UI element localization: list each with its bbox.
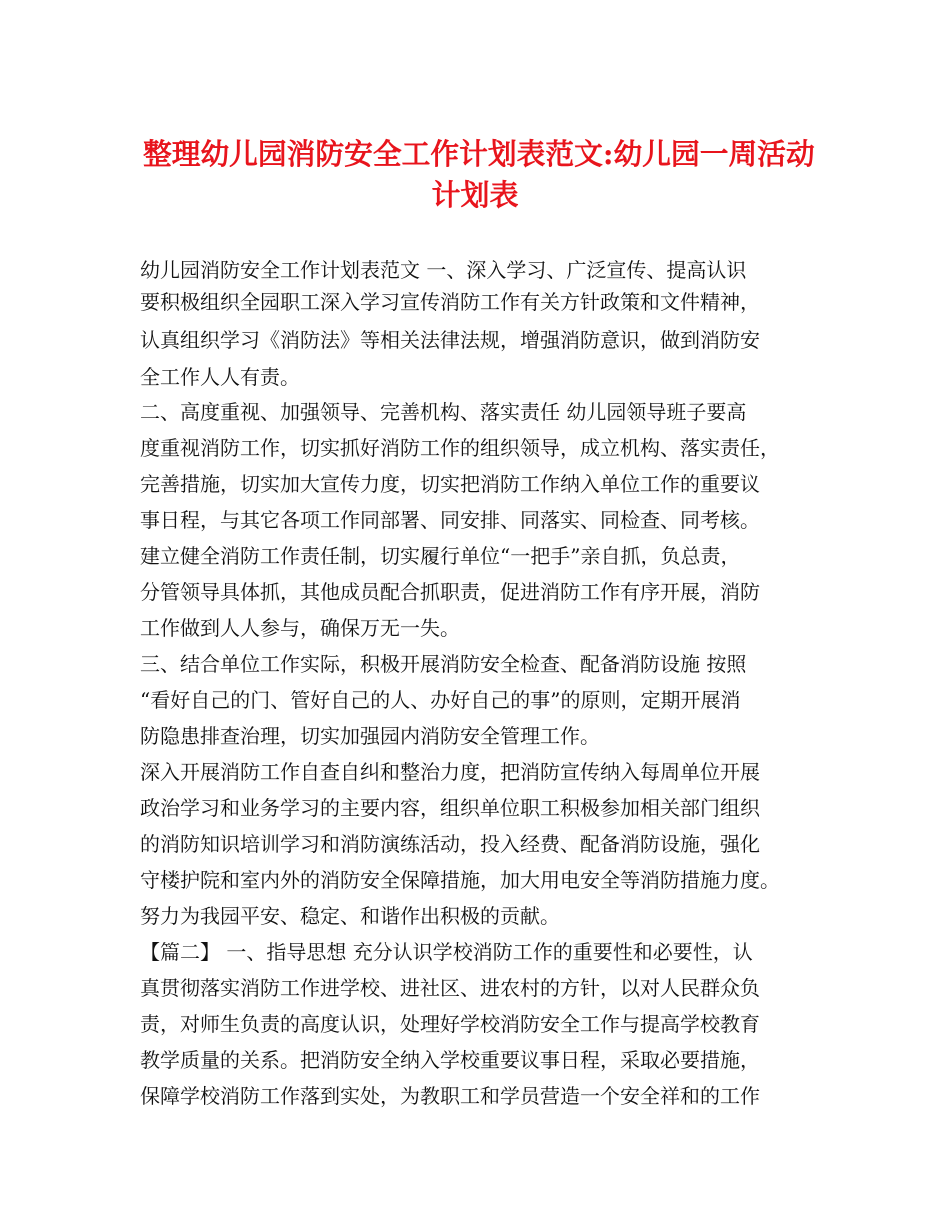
body-line: 责，对师生负责的高度认识，处理好学校消防安全工作与提高学校教育 bbox=[140, 1012, 760, 1036]
body-line: 真贯彻落实消防工作进学校、进社区、进农村的方针，以对人民群众负 bbox=[140, 976, 760, 1000]
body-line: 保障学校消防工作落到实处，为教职工和学员营造一个安全祥和的工作 bbox=[140, 1084, 760, 1108]
body-line: 认真组织学习《消防法》等相关法律法规，增强消防意识，做到消防安 bbox=[140, 328, 760, 352]
body-line: 【篇二】 一、指导思想 充分认识学校消防工作的重要性和必要性，认 bbox=[140, 940, 753, 964]
body-line: 完善措施，切实加大宣传力度，切实把消防工作纳入单位工作的重要议 bbox=[140, 472, 760, 496]
body-line: 防隐患排查治理，切实加强园内消防安全管理工作。 bbox=[140, 724, 600, 748]
body-line: 深入开展消防工作自查自纠和整治力度，把消防宣传纳入每周单位开展 bbox=[140, 760, 760, 784]
body-line: 度重视消防工作，切实抓好消防工作的组织领导，成立机构、落实责任， bbox=[140, 436, 780, 460]
body-line: 事日程，与其它各项工作同部署、同安排、同落实、同检查、同考核。 bbox=[140, 508, 760, 532]
body-line: 幼儿园消防安全工作计划表范文 一、深入学习、广泛宣传、提高认识 bbox=[140, 258, 747, 282]
body-line: 政治学习和业务学习的主要内容，组织单位职工积极参加相关部门组织 bbox=[140, 796, 760, 820]
body-line: 三、结合单位工作实际，积极开展消防安全检查、配备消防设施 按照 bbox=[140, 652, 747, 676]
body-line: 二、高度重视、加强领导、完善机构、落实责任 幼儿园领导班子要高 bbox=[140, 400, 747, 424]
body-line: 努力为我园平安、稳定、和谐作出积极的贡献。 bbox=[140, 904, 560, 928]
body-line: “看好自己的门、管好自己的人、办好自己的事”的原则，定期开展消 bbox=[140, 688, 741, 712]
body-line: 要积极组织全园职工深入学习宣传消防工作有关方针政策和文件精神， bbox=[140, 290, 760, 314]
body-line: 的消防知识培训学习和消防演练活动，投入经费、配备消防设施，强化 bbox=[140, 832, 760, 856]
body-line: 全工作人人有责。 bbox=[140, 365, 300, 389]
document-title-line-1: 整理幼儿园消防安全工作计划表范文:幼儿园一周活动 bbox=[142, 137, 815, 171]
body-line: 守楼护院和室内外的消防安全保障措施，加大用电安全等消防措施力度。 bbox=[140, 868, 780, 892]
body-line: 教学质量的关系。把消防安全纳入学校重要议事日程，采取必要措施， bbox=[140, 1048, 760, 1072]
document-title-line-2: 计划表 bbox=[431, 178, 519, 212]
body-line: 工作做到人人参与，确保万无一失。 bbox=[140, 616, 460, 640]
body-line: 分管领导具体抓，其他成员配合抓职责，促进消防工作有序开展，消防 bbox=[140, 580, 760, 604]
body-line: 建立健全消防工作责任制，切实履行单位“一把手”亲自抓，负总责， bbox=[140, 544, 741, 568]
